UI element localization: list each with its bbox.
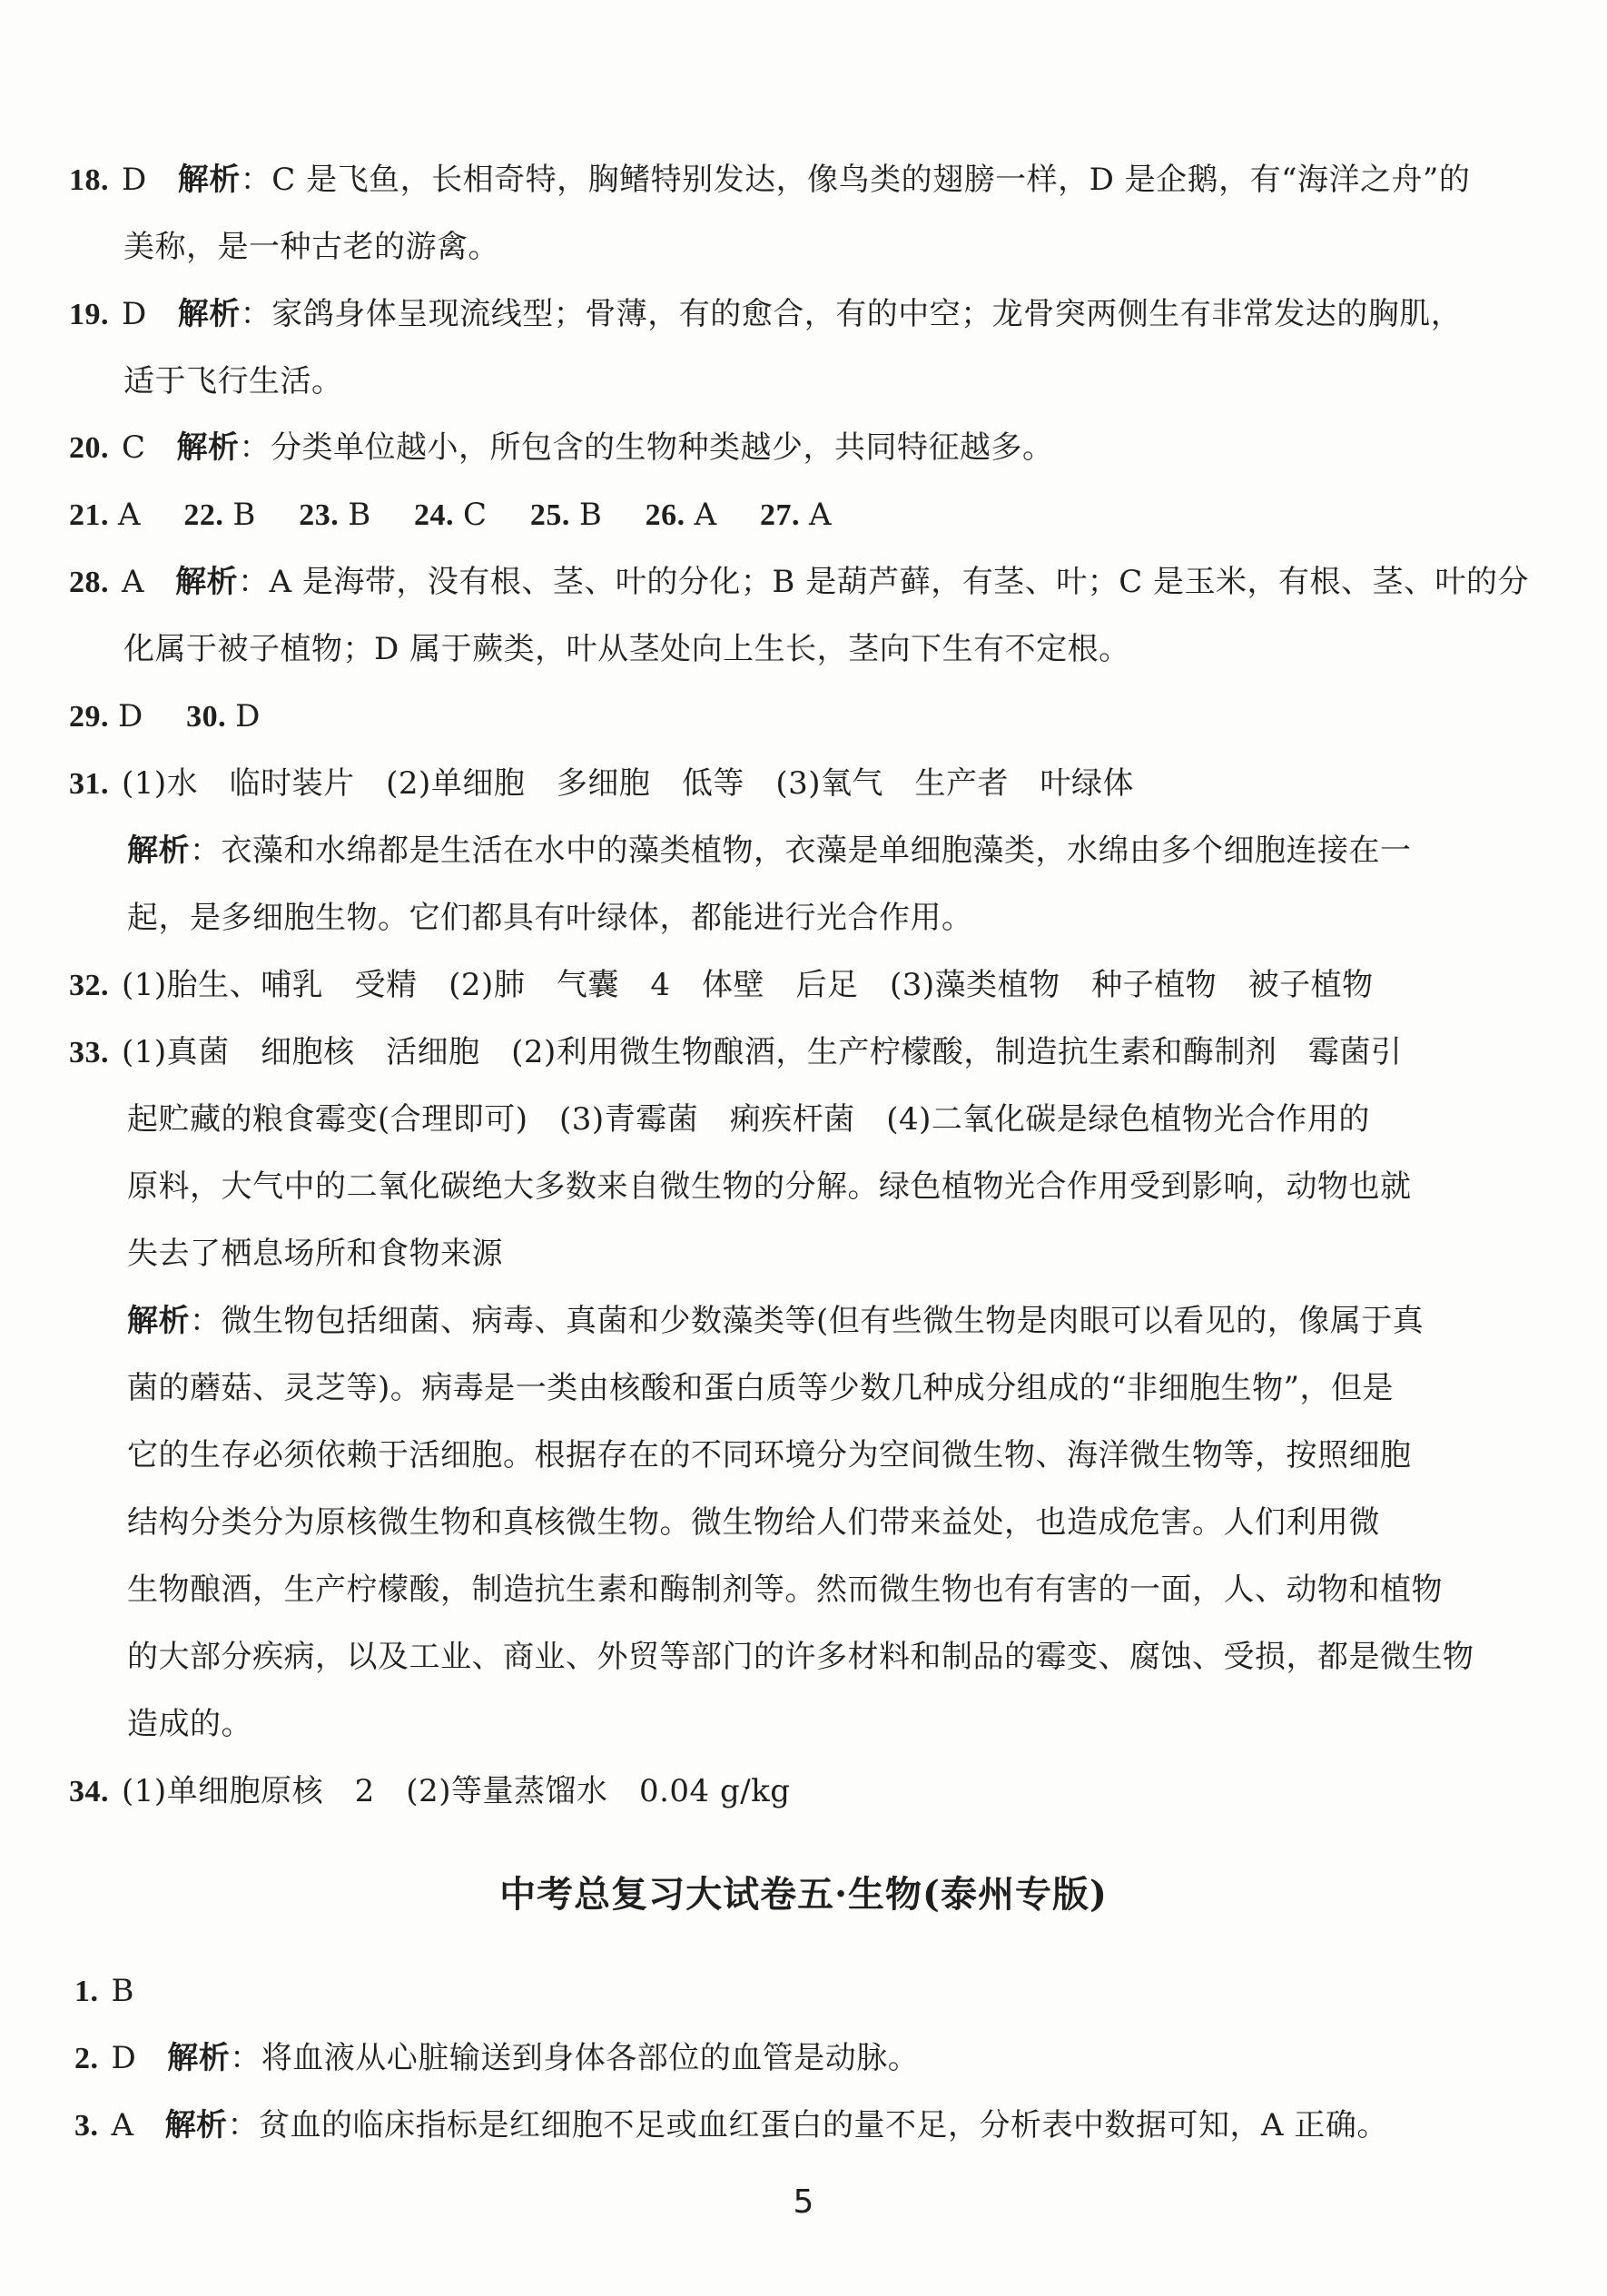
answer-18: 18. D 解析：C 是飞鱼，长相奇特，胸鳍特别发达，像鸟类的翅膀一样，D 是企鹅，有“海洋之舟”的 xyxy=(69,162,1471,198)
answer-32: 32. (1)胎生、哺乳 受精 (2)肺 气囊 4 体壁 后足 (3)藻类植物 种子植物 被子植物 xyxy=(69,967,1374,1003)
answer-31-explanation: 解析：衣藻和水绵都是生活在水中的藻类植物，衣藻是单细胞藻类，水绵由多个细胞连接在一 xyxy=(127,833,1412,869)
answers-21-27: 21. A 22. B 23. B 24. C 25. B 26. A 27. A xyxy=(69,497,833,533)
answer-28: 28. A 解析：A 是海带，没有根、茎、叶的分化；B 是葫芦藓，有茎、叶；C 是玉米，有根、茎、叶的分 xyxy=(69,564,1530,600)
answer-s2-2: 2. D 解析：将血液从心脏输送到身体各部位的血管是动脉。 xyxy=(74,2040,920,2076)
answer-33-explanation-cont-3: 结构分类分为原核微生物和真核微生物。微生物给人们带来益处，也造成危害。人们利用微 xyxy=(127,1504,1380,1541)
answer-20: 20. C 解析：分类单位越小，所包含的生物种类越少，共同特征越多。 xyxy=(69,429,1054,466)
section-title: 中考总复习大试卷五·生物(泰州专版) xyxy=(499,1873,1108,1916)
answer-33-explanation-cont-4: 生物酿酒，生产柠檬酸，制造抗生素和酶制剂等。然而微生物也有有害的一面，人、动物和植物 xyxy=(127,1572,1443,1608)
answer-19: 19. D 解析：家鸽身体呈现流线型；骨薄，有的愈合，有的中空；龙骨突两侧生有非常发达的胸肌， xyxy=(69,296,1463,332)
answer-19-cont: 适于飞行生活。 xyxy=(123,363,343,399)
answer-33: 33. (1)真菌 细胞核 活细胞 (2)利用微生物酿酒，生产柠檬酸，制造抗生素和酶制剂 霉菌引 xyxy=(69,1034,1403,1070)
answer-33-explanation: 解析：微生物包括细菌、病毒、真菌和少数藻类等(但有些微生物是肉眼可以看见的，像属于真 xyxy=(127,1303,1425,1339)
answer-33-cont-3: 失去了栖息场所和食物来源 xyxy=(127,1236,503,1272)
answer-33-explanation-cont-1: 菌的蘑菇、灵芝等)。病毒是一类由核酸和蛋白质等少数几种成分组成的“非细胞生物”，但是 xyxy=(127,1370,1395,1406)
answer-s2-1: 1. B xyxy=(74,1973,134,2009)
answer-33-explanation-cont-5: 的大部分疾病，以及工业、商业、外贸等部门的许多材料和制品的霉变、腐蚀、受损，都是微生物 xyxy=(127,1639,1474,1675)
answer-s2-3: 3. A 解析：贫血的临床指标是红细胞不足或血红蛋白的量不足，分析表中数据可知，A 正确。 xyxy=(74,2107,1388,2143)
answer-33-cont-1: 起贮藏的粮食霉变(合理即可) (3)青霉菌 痢疾杆菌 (4)二氧化碳是绿色植物光合作用的 xyxy=(127,1101,1370,1138)
answer-33-explanation-cont-2: 它的生存必须依赖于活细胞。根据存在的不同环境分为空间微生物、海洋微生物等，按照细胞 xyxy=(127,1437,1412,1473)
answer-33-cont-2: 原料，大气中的二氧化碳绝大多数来自微生物的分解。绿色植物光合作用受到影响，动物也就 xyxy=(127,1168,1412,1205)
page-number: 5 xyxy=(793,2183,814,2221)
answer-28-cont: 化属于被子植物；D 属于蕨类，叶从茎处向上生长，茎向下生有不定根。 xyxy=(123,631,1130,667)
answers-29-30: 29. D 30. D xyxy=(69,698,261,734)
answer-34: 34. (1)单细胞原核 2 (2)等量蒸馏水 0.04 g/kg xyxy=(69,1773,791,1809)
answer-18-cont: 美称，是一种古老的游禽。 xyxy=(123,229,499,265)
answer-31: 31. (1)水 临时装片 (2)单细胞 多细胞 低等 (3)氧气 生产者 叶绿体 xyxy=(69,765,1134,802)
answer-31-explanation-cont: 起，是多细胞生物。它们都具有叶绿体，都能进行光合作用。 xyxy=(127,900,973,936)
answer-33-explanation-cont-6: 造成的。 xyxy=(127,1706,252,1742)
